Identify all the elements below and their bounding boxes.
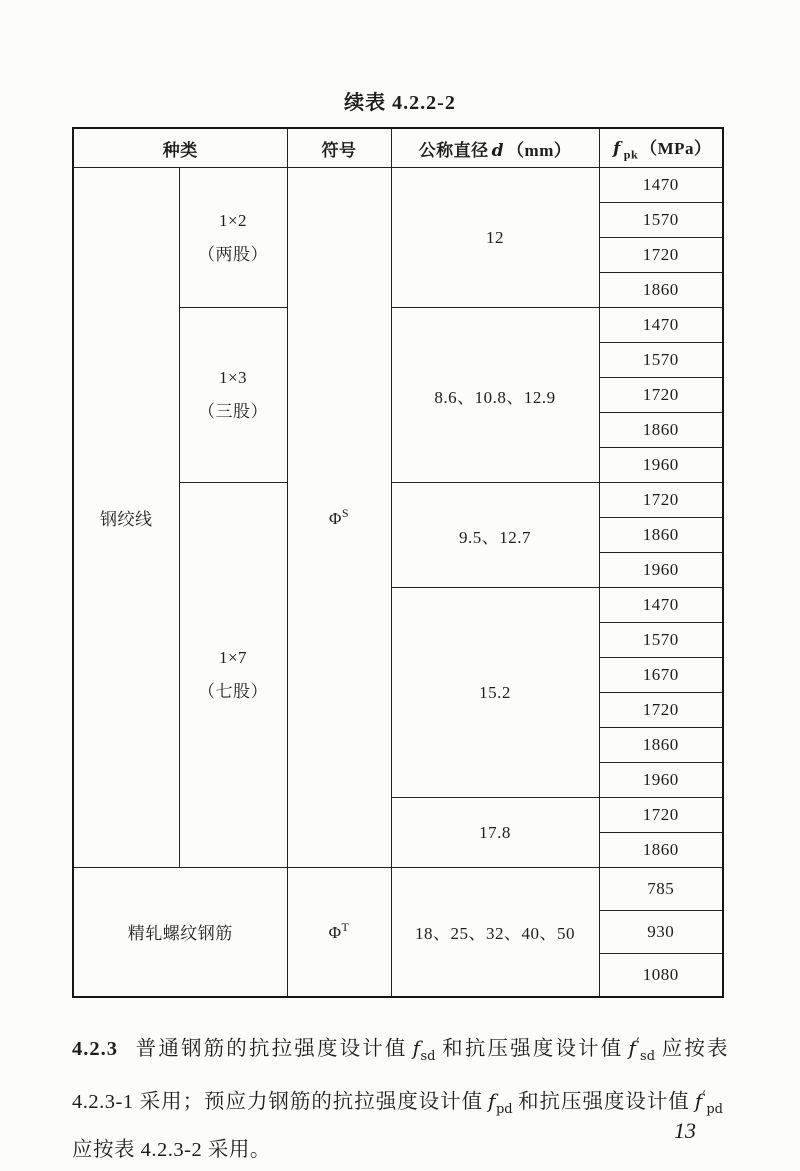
cell-diameter-8-6: 8.6、10.8、12.9 — [391, 308, 599, 483]
cell-diameter-12: 12 — [391, 168, 599, 308]
cell-f-value: 1080 — [599, 954, 723, 997]
cell-f-value: 1720 — [599, 238, 723, 273]
fpk-header-variable: f — [612, 138, 621, 159]
cell-f-value: 1670 — [599, 658, 723, 693]
clause-paragraph-4-2-3 — [72, 1024, 728, 1170]
math-subscript: pd — [495, 1101, 513, 1117]
cell-f-value: 1860 — [599, 728, 723, 763]
subgroup-1x2-label: 1×2 — [218, 210, 248, 230]
cell-diameter-9-5: 9.5、12.7 — [391, 483, 599, 588]
cell-subgroup-1x7 — [179, 483, 287, 868]
cell-f-value: 1960 — [599, 763, 723, 798]
subgroup-1x7-label: 1×7 — [218, 648, 248, 667]
phi-t-symbol: Φ — [328, 923, 342, 943]
clause-text: 应按表 4.2.3-2 采用。 — [72, 1138, 271, 1161]
cell-f-value: 1570 — [599, 203, 723, 238]
cell-f-value: 1570 — [599, 623, 723, 658]
diameter-header-label: 公称直径 — [418, 140, 489, 160]
cell-f-value: 1570 — [599, 343, 723, 378]
cell-f-value: 785 — [599, 868, 723, 911]
table-title: 续表 4.2.2-2 — [344, 92, 456, 114]
cell-symbol-strand — [287, 168, 391, 868]
table-row — [73, 868, 723, 911]
cell-kind-finish-rolled-rebar: 精轧螺纹钢筋 — [73, 868, 287, 997]
math-base: f — [412, 1035, 421, 1060]
clause-text: 和抗压强度设计值 — [517, 1090, 690, 1113]
cell-f-value: 1720 — [599, 483, 723, 518]
cell-diameter-17-8: 17.8 — [391, 798, 599, 868]
math-subscript: pd — [706, 1101, 724, 1117]
cell-f-value: 1470 — [599, 308, 723, 343]
cell-subgroup-1x3 — [179, 308, 287, 483]
page-number: 13 — [674, 1118, 696, 1143]
table-row — [73, 168, 723, 203]
cell-kind-steel-strand: 钢绞线 — [73, 168, 179, 868]
subgroup-1x3-label: 1×3 — [218, 368, 248, 387]
prestressing-steel-strength-table — [72, 127, 724, 998]
math-f-sd — [412, 1035, 436, 1064]
phi-s-superscript: S — [341, 506, 350, 520]
col-header-kind: 种类 — [73, 128, 287, 168]
clause-number: 4.2.3 — [72, 1037, 118, 1060]
col-header-diameter — [391, 128, 599, 168]
fpk-header-subscript: pk — [623, 147, 639, 162]
cell-f-value: 1860 — [599, 273, 723, 308]
math-f-pd — [488, 1088, 513, 1117]
subgroup-1x7-note: （七股） — [198, 682, 268, 701]
col-header-symbol: 符号 — [287, 128, 391, 168]
cell-subgroup-1x2 — [179, 168, 287, 308]
math-base: f — [628, 1035, 637, 1060]
cell-f-value: 1960 — [599, 553, 723, 588]
cell-diameter-18-50: 18、25、32、40、50 — [391, 868, 599, 997]
cell-diameter-15-2: 15.2 — [391, 588, 599, 798]
diameter-header-variable: d — [491, 140, 505, 161]
math-f-prime-pd — [694, 1088, 724, 1117]
cell-symbol-rebar — [287, 868, 391, 997]
math-base: f — [488, 1088, 496, 1113]
fpk-header-unit: （MPa） — [640, 138, 712, 158]
math-f-prime-sd — [628, 1035, 656, 1064]
cell-f-value: 930 — [599, 911, 723, 954]
math-subscript: sd — [640, 1048, 656, 1064]
phi-t-superscript: T — [341, 920, 350, 935]
cell-f-value: 1470 — [599, 588, 723, 623]
clause-text: 和抗压强度设计值 — [440, 1037, 624, 1060]
col-header-fpk — [599, 128, 723, 168]
cell-f-value: 1860 — [599, 413, 723, 448]
subgroup-1x2-note: （两股） — [198, 244, 268, 264]
cell-f-value: 1960 — [599, 448, 723, 483]
cell-f-value: 1720 — [599, 798, 723, 833]
math-subscript: sd — [420, 1048, 436, 1064]
math-prime: ′ — [636, 1035, 641, 1052]
math-prime: ′ — [702, 1088, 707, 1105]
cell-f-value: 1860 — [599, 833, 723, 868]
clause-text: 普通钢筋的抗拉强度设计值 — [134, 1037, 408, 1060]
cell-f-value: 1720 — [599, 693, 723, 728]
cell-f-value: 1860 — [599, 518, 723, 553]
phi-s-symbol: Φ — [328, 509, 342, 528]
table-header-row — [73, 128, 723, 168]
clause-text: 应按表 4.2.3-1 采用；预应力钢筋的抗拉强度设计值 — [72, 1037, 729, 1113]
cell-f-value: 1470 — [599, 168, 723, 203]
subgroup-1x3-note: （三股） — [198, 402, 268, 421]
math-base: f — [694, 1088, 703, 1113]
diameter-header-unit: （mm） — [507, 140, 572, 160]
cell-f-value: 1720 — [599, 378, 723, 413]
